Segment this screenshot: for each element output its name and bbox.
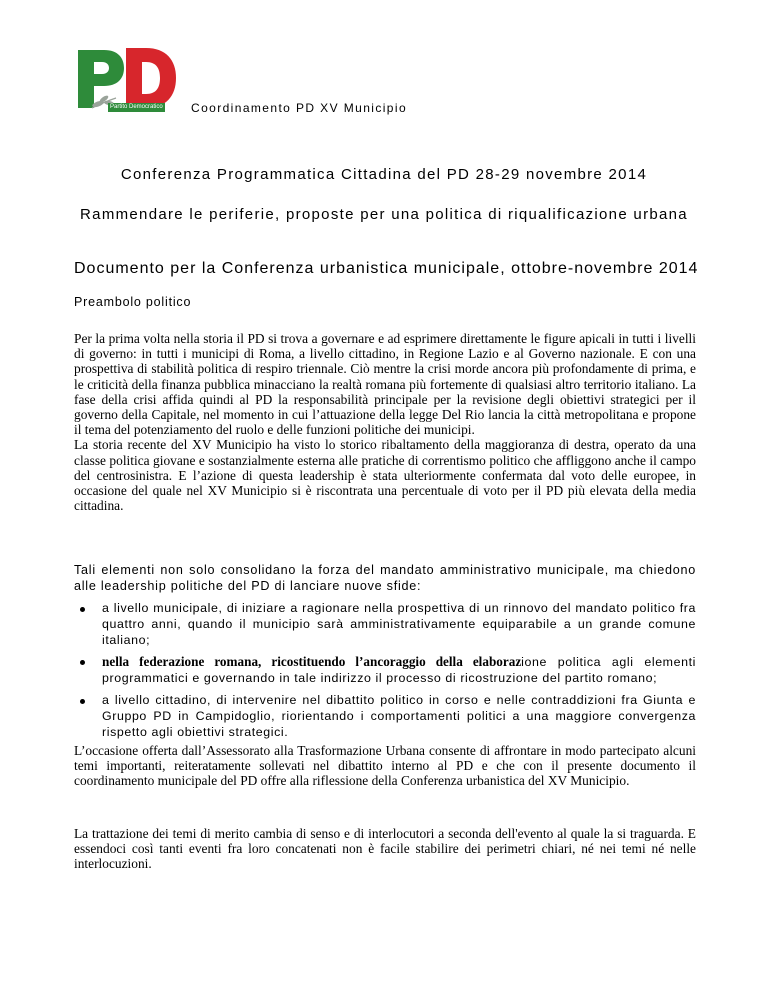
bullet-icon bbox=[80, 660, 85, 665]
bullet-list bbox=[74, 601, 696, 746]
conference-subtitle: Rammendare le periferie, proposte per una politica di riqualificazione urbana bbox=[80, 206, 688, 223]
logo-caption: Partito Democratico bbox=[110, 104, 163, 110]
paragraph-4: La trattazione dei temi di merito cambia di senso e di interlocutori a seconda dell'evento al quale la si traguarda. E essendoci così tanti eventi fra loro concatenati non è facile stabilire dei perimetri chiari, né nei temi né nelle interlocuzioni. bbox=[74, 826, 696, 872]
paragraph-3: L’occasione offerta dall’Assessorato alla Trasformazione Urbana consente di affrontare in modo partecipato alcuni temi importanti, reiteratamente sollevati nel dibattito interno al PD e che con il presente documento il coordinamento municipale del PD offre alla riflessione della Conferenza urbanistica del XV Municipio. bbox=[74, 743, 696, 789]
organization-line: Coordinamento PD XV Municipio bbox=[191, 101, 408, 115]
document-title: Documento per la Conferenza urbanistica municipale, ottobre-novembre 2014 bbox=[74, 260, 699, 277]
conference-title: Conferenza Programmatica Cittadina del PD 28-29 novembre 2014 bbox=[120, 166, 648, 183]
list-item: a livello municipale, di iniziare a ragionare nella prospettiva di un rinnovo del mandato politico fra quattro anni, quando il municipio sarà amministrativamente equiparabile a un grande comune italiano; bbox=[74, 601, 696, 648]
paragraph-tali: Tali elementi non solo consolidano la forza del mandato amministrativo municipale, ma chiedono alle leadership politiche del PD di lanciare nuove sfide: bbox=[74, 563, 696, 593]
paragraph-1: Per la prima volta nella storia il PD si trova a governare e ad esprimere direttamente le figure apicali in tutti i livelli di governo: in tutti i municipi di Roma, a livello cittadino, in Regione Lazio e al Governo nazionale. E con una prospettiva di stabilità politica di respiro triennale. Ciò mentre la crisi morde ancora più profondamente di prima, e le criticità della finanza pubblica minacciano la realtà romana più fortemente di qualsiasi altro territorio italiano. La fase della crisi affida quindi al PD la responsabilità principale per la revisione degli obiettivi strategici per il governo della Capitale, nel momento in cui l’attuazione della legge Del Rio lancia la città metropolitana e propone il tema del potenziamento del ruolo e delle funzioni politiche dei municipi. bbox=[74, 331, 696, 438]
bullet-icon bbox=[80, 699, 85, 704]
logo-letter-d bbox=[126, 48, 176, 108]
paragraph-2: La storia recente del XV Municipio ha visto lo storico ribaltamento della maggioranza di destra, operato da una classe politica giovane e sostanzialmente esterna alle pratiche di correntismo politico che affliggono anche il campo del centrosinistra. E l’azione di questa leadership è stata ulteriormente confermata dal voto delle europee, in occasione del quale nel XV Municipio si è riscontrata una percentuale di voto per il PD più elevata della media cittadina. bbox=[74, 437, 696, 514]
list-item: nella federazione romana, ricostituendo l’ancoraggio della elaborazione politica agli elementi programmatici e governando in tale indirizzo il processo di ricostruzione del partito romano; bbox=[74, 654, 696, 687]
paragraph-preamble bbox=[74, 331, 696, 513]
list-item: a livello cittadino, di intervenire nel dibattito politico in corso e nelle contraddizioni fra Giunta e Gruppo PD in Campidoglio, riorientando i comportamenti politici a una maggiore convergenza rispetto agli obiettivi strategici. bbox=[74, 693, 696, 740]
bullet-icon bbox=[80, 607, 85, 612]
section-heading: Preambolo politico bbox=[74, 295, 192, 309]
